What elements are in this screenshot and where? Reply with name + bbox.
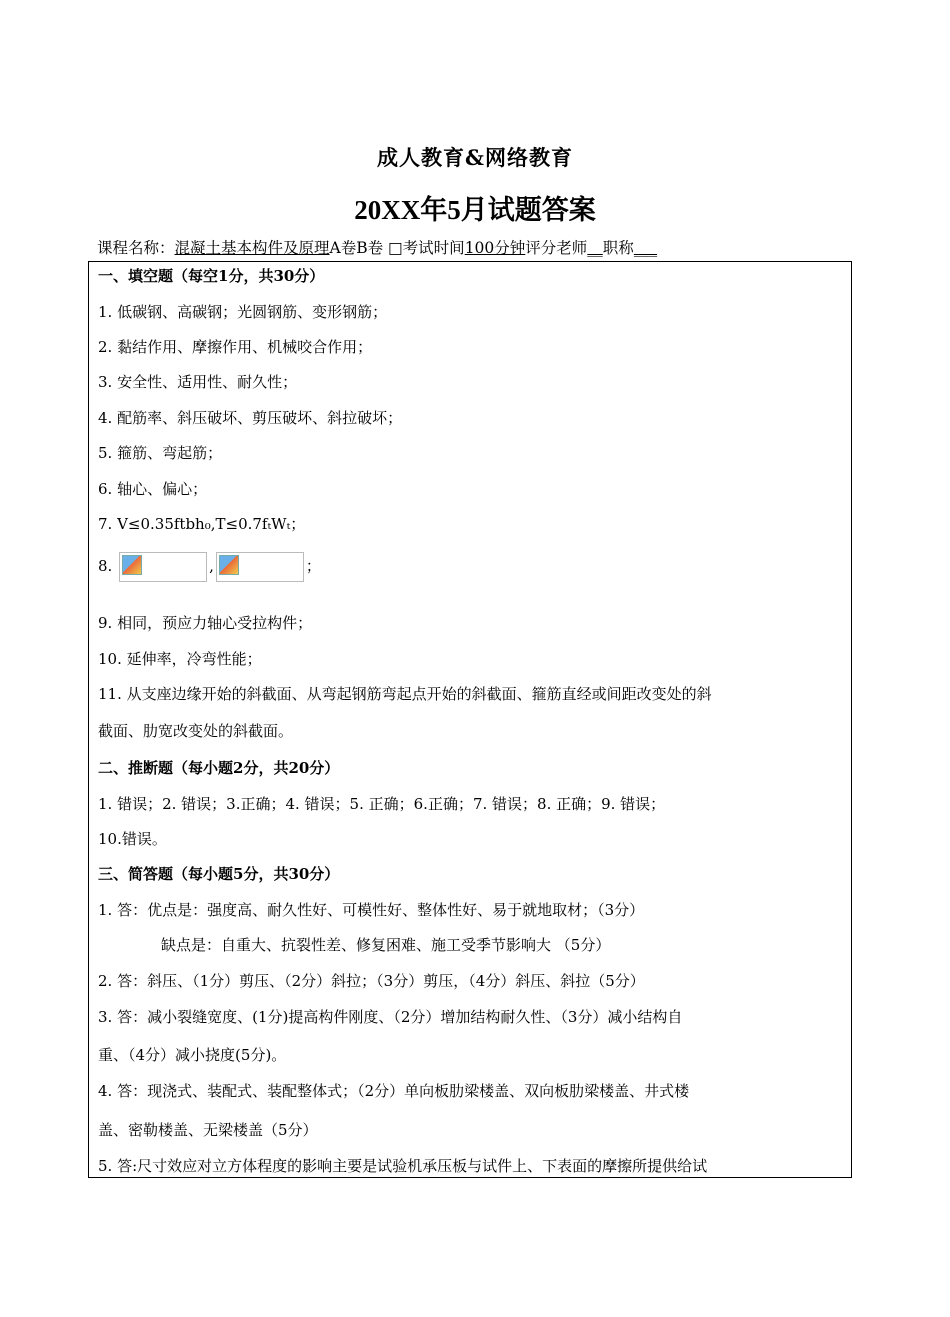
section-heading-judge: 二、推断题（每小题2分，共20分） [98, 759, 340, 777]
course-label: 课程名称： [97, 239, 175, 257]
answer-line: 1. 答：优点是：强度高、耐久性好、可模性好、整体性好、易于就地取材；（3分） [98, 901, 645, 919]
formula-image-placeholder [119, 552, 207, 582]
answer-line: 3. 答：减小裂缝宽度、(1分)提高构件刚度、（2分）增加结构耐久性、（3分）减小结构自 [98, 1008, 683, 1026]
q8-end: ； [305, 557, 321, 575]
answer-line: 3. 安全性、适用性、耐久性； [98, 373, 298, 391]
answer-line: 9. 相同，预应力轴心受拉构件； [98, 614, 313, 632]
grader-label: 评分老师 [525, 239, 588, 257]
course-name: 混凝土基本构件及原理 [174, 239, 330, 257]
answer-line: 6. 轴心、偏心； [98, 480, 208, 498]
answer-line: 4. 答：现浇式、装配式、装配整体式；（2分）单向板肋梁楼盖、双向板肋梁楼盖、井式楼 [98, 1082, 690, 1100]
answer-line: 7. V≤0.35ftbh₀,T≤0.7fₜWₜ； [98, 515, 306, 533]
answer-line: 缺点是：自重大、抗裂性差、修复困难、施工受季节影响大 （5分） [161, 936, 611, 954]
answer-line: 10.错误。 [98, 830, 167, 848]
answer-line: 10. 延伸率，冷弯性能； [98, 650, 262, 668]
answer-line: 重、（4分）减小挠度(5分)。 [98, 1046, 287, 1064]
broken-image-icon [219, 555, 239, 575]
answer-line-q8 [98, 552, 321, 582]
page-title: 20XX年5月试题答案 [354, 195, 596, 225]
answer-line: 盖、密勒楼盖、无梁楼盖（5分） [98, 1121, 318, 1139]
answer-line: 5. 箍筋、弯起筋； [98, 444, 223, 462]
answer-line: 截面、肋宽改变处的斜截面。 [98, 722, 294, 740]
answer-line: 1. 错误；2. 错误；3.正确；4. 错误；5. 正确；6.正确；7. 错误；8. 正确；9. 错误； [98, 795, 666, 813]
title-blank: ___ [633, 239, 658, 257]
broken-image-icon [122, 555, 142, 575]
answer-box [88, 261, 852, 1178]
exam-time: 100分钟 [464, 239, 526, 257]
answer-line: 1. 低碳钢、高碳钢；光圆钢筋、变形钢筋； [98, 303, 388, 321]
answer-line: 11. 从支座边缘开始的斜截面、从弯起钢筋弯起点开始的斜截面、箍筋直经或间距改变处的斜 [98, 685, 712, 703]
answer-line: 4. 配筋率、斜压破坏、剪压破坏、斜拉破坏； [98, 409, 403, 427]
q8-number: 8. [98, 557, 113, 575]
grader-blank: __ [587, 239, 603, 257]
formula-image-placeholder [216, 552, 304, 582]
section-heading-short: 三、简答题（每小题5分，共30分） [98, 865, 340, 883]
course-info [97, 236, 657, 258]
answer-line: 2. 答：斜压、（1分）剪压、（2分）斜拉；（3分）剪压，（4分）斜压、斜拉（5分） [98, 972, 645, 990]
q8-separator: , [209, 557, 214, 575]
answer-line: 5. 答:尺寸效应对立方体程度的影响主要是试验机承压板与试件上、下表面的摩擦所提供给试 [98, 1157, 708, 1175]
paper-info: A卷B卷 □考试时间 [329, 239, 465, 257]
answer-line: 2. 黏结作用、摩擦作用、机械咬合作用； [98, 338, 373, 356]
title-label: 职称 [602, 239, 634, 257]
org-heading: 成人教育&网络教育 [377, 145, 573, 170]
section-heading-fill: 一、填空题（每空1分，共30分） [98, 267, 325, 285]
